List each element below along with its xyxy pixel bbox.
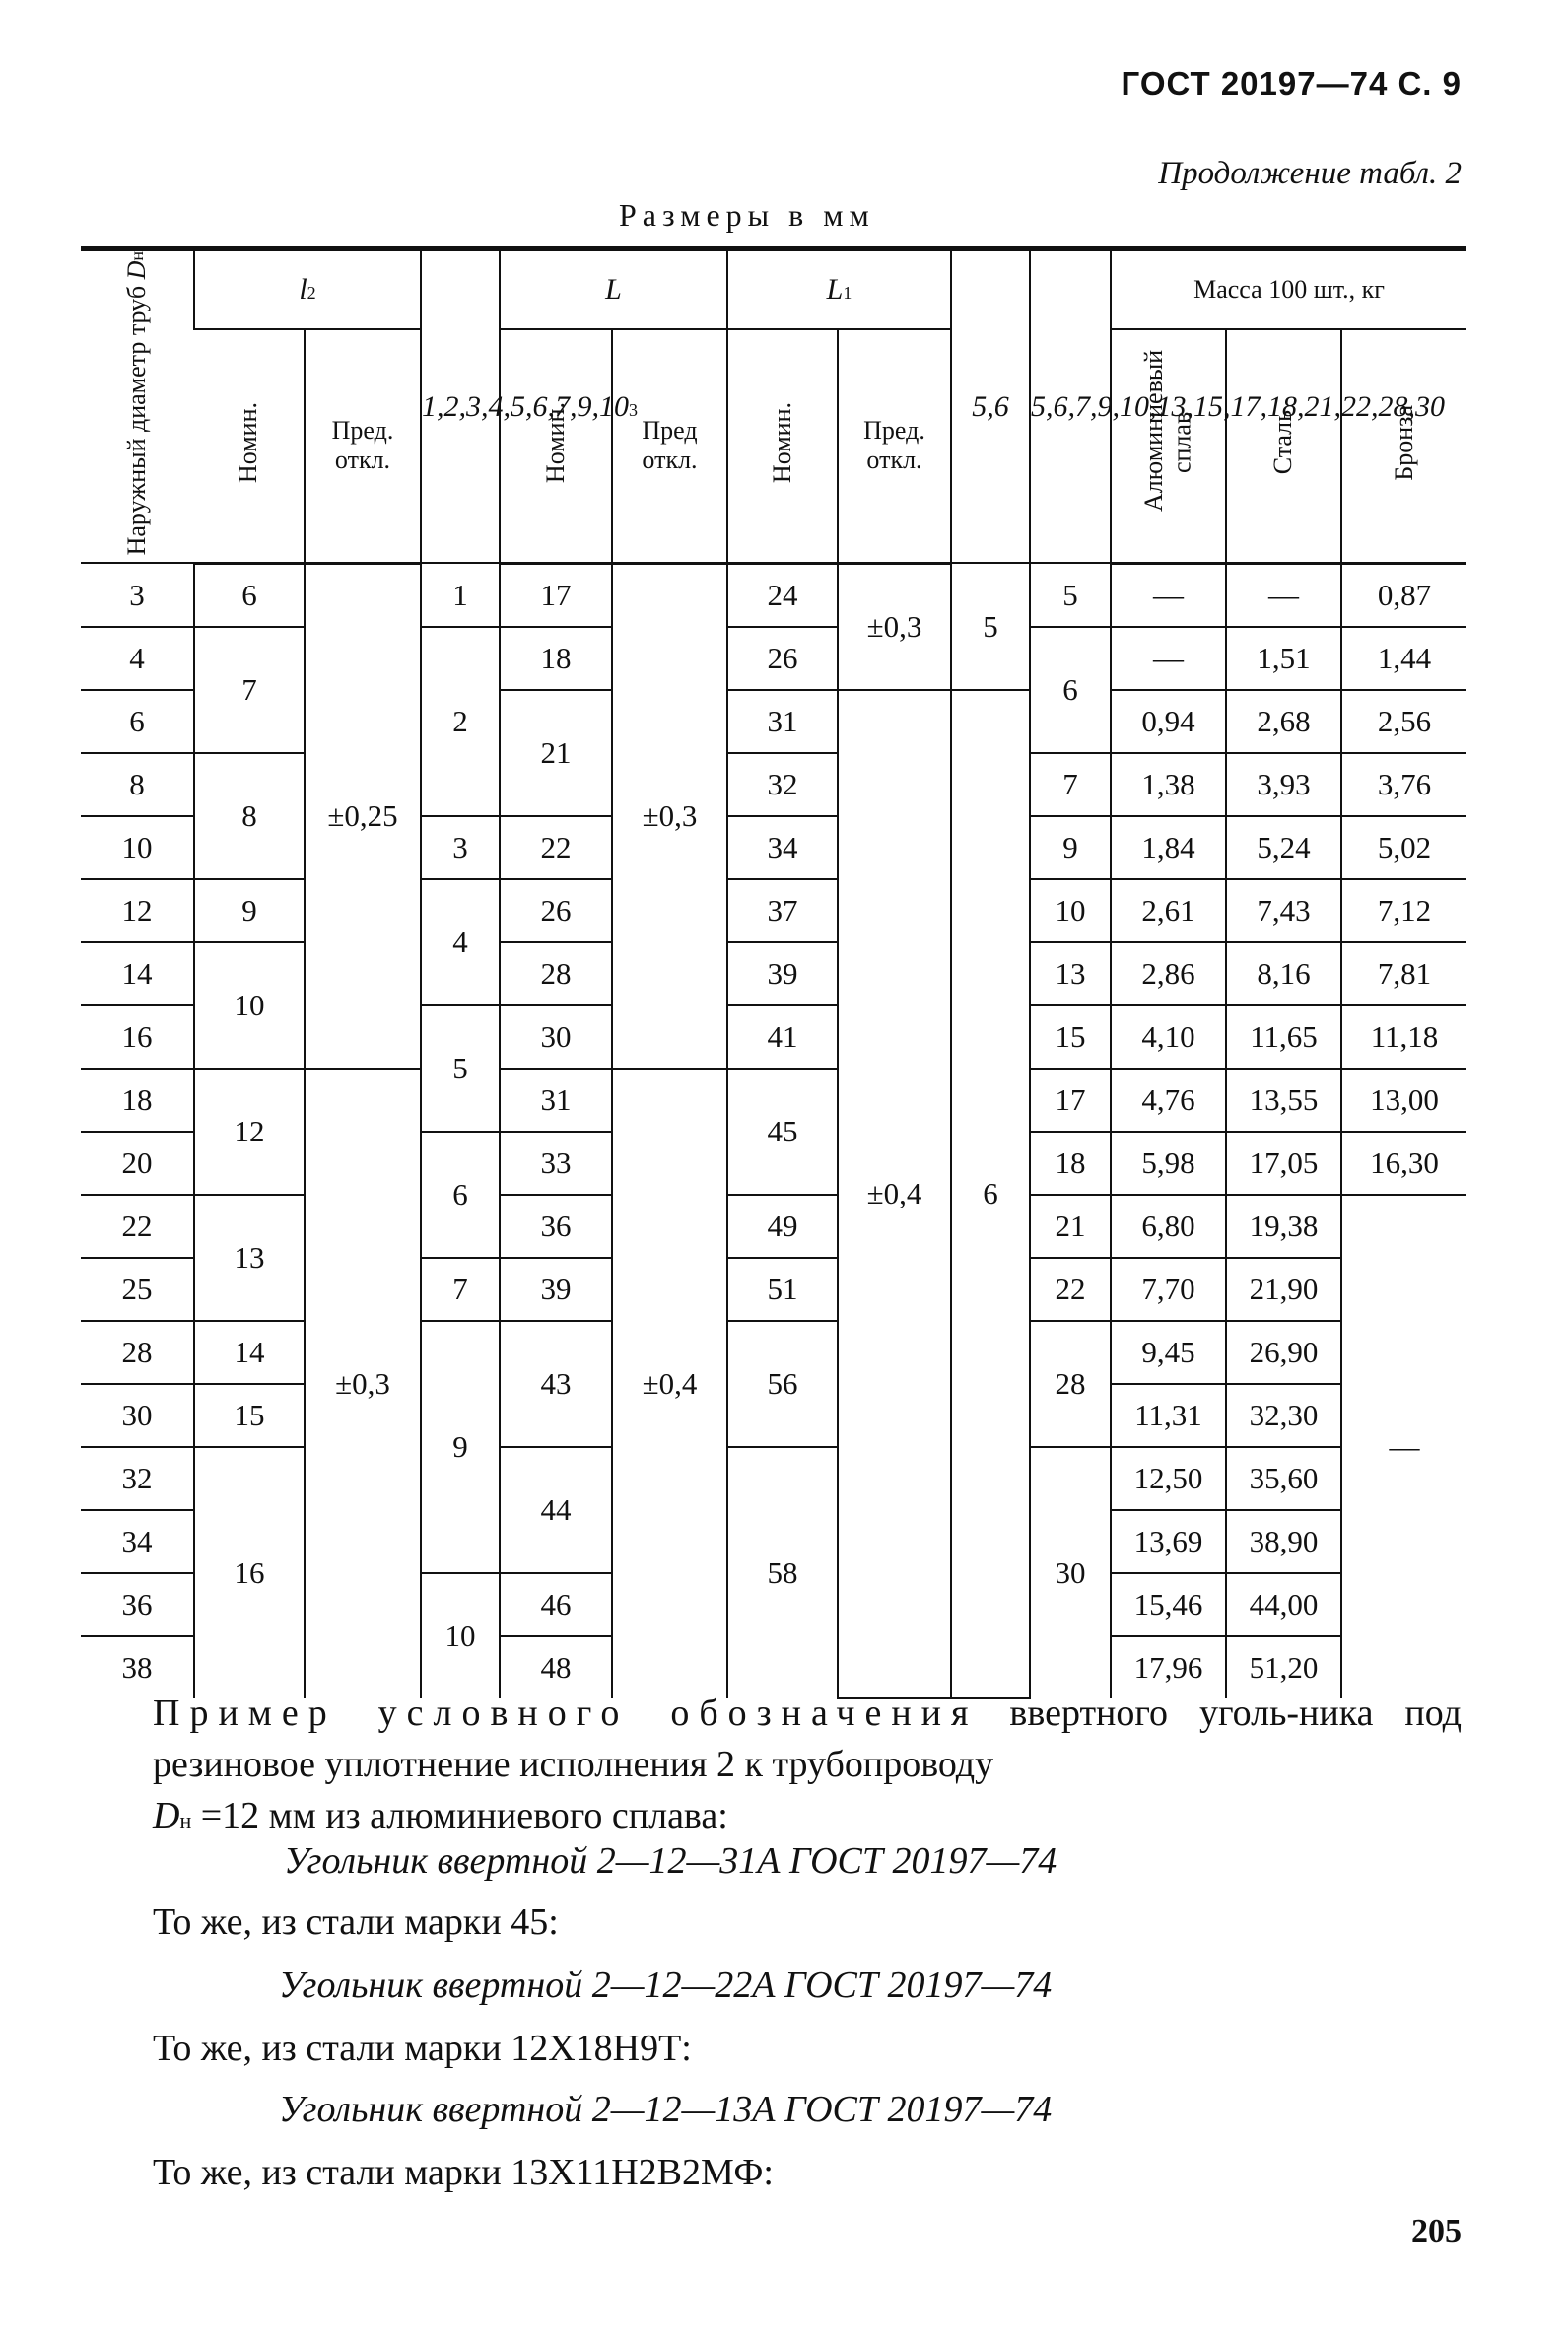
units-caption: Размеры в мм xyxy=(619,197,875,233)
l3-cell: 2 xyxy=(421,627,500,816)
header-L-nomin: Номин. xyxy=(500,329,612,563)
L-nom-cell: 30 xyxy=(500,1005,612,1069)
L-nom-cell: 33 xyxy=(500,1132,612,1195)
header-outer-diameter xyxy=(81,249,194,564)
alum-cell: 4,76 xyxy=(1111,1069,1226,1132)
L-nom-cell: 28 xyxy=(500,942,612,1005)
header-mass-bronze: Бронза xyxy=(1341,329,1466,563)
L-nom-cell: 48 xyxy=(500,1636,612,1698)
header-L-tol: Пред откл. xyxy=(612,329,727,563)
l3-cell: 9 xyxy=(421,1321,500,1573)
dn-cell: 38 xyxy=(121,1649,153,1685)
l2-tol-cell: ±0,3 xyxy=(305,1069,421,1698)
steel-cell: 8,16 xyxy=(1226,942,1341,1005)
steel-cell: 19,38 xyxy=(1226,1195,1341,1258)
L-nom-cell: 36 xyxy=(500,1195,612,1258)
outer-diameter-label: Наружный диаметр труб xyxy=(121,285,151,556)
l2-nom-cell: 8 xyxy=(194,753,305,879)
steel-cell: 5,24 xyxy=(1226,816,1341,879)
alum-cell: 9,45 xyxy=(1111,1321,1226,1384)
dn-cell: 36 xyxy=(81,1573,194,1636)
L-nom-cell: 46 xyxy=(500,1573,612,1636)
L1-nom-cell: 31 xyxy=(727,690,838,753)
l3-cell: 10 xyxy=(421,1573,500,1698)
B-cell: 7 xyxy=(1030,753,1111,816)
l3-cell: 4 xyxy=(421,879,500,1005)
B-cell: 18 xyxy=(1030,1132,1111,1195)
bronze-cell: 5,02 xyxy=(1341,816,1466,879)
example-line3: =12 мм из алюминиевого сплава: xyxy=(191,1795,728,1836)
dn-cell: 28 xyxy=(81,1321,194,1384)
L1-nom-cell: 26 xyxy=(727,627,838,690)
bronze-cell: 2,56 xyxy=(1341,690,1466,753)
L-nom-cell: 21 xyxy=(500,690,612,816)
steel-cell: 21,90 xyxy=(1226,1258,1341,1321)
steel-cell: 3,93 xyxy=(1226,753,1341,816)
l3-cell: 1 xyxy=(421,563,500,627)
same-steel-13x11: То же, из стали марки 13Х11Н2В2МФ: xyxy=(153,2152,774,2193)
alum-cell: 5,98 xyxy=(1111,1132,1226,1195)
steel-cell: 51,20 xyxy=(1226,1636,1341,1698)
l2-tol-cell: ±0,25 xyxy=(305,563,421,1069)
L1-nom-cell: 45 xyxy=(727,1069,838,1195)
alum-cell: — xyxy=(1111,627,1226,690)
B-cell: 6 xyxy=(1030,627,1111,753)
B-cell: 9 xyxy=(1030,816,1111,879)
l3-cell: 7 xyxy=(421,1258,500,1321)
steel-cell: 32,30 xyxy=(1226,1384,1341,1447)
table-continuation-label: Продолжение табл. 2 xyxy=(1158,156,1462,191)
dn-cell: 8 xyxy=(81,753,194,816)
dn-cell: 30 xyxy=(81,1384,194,1447)
L1-nom-cell: 58 xyxy=(727,1447,838,1698)
header-l2-nomin: Номин. xyxy=(194,329,305,563)
dimensions-table xyxy=(81,246,1466,1699)
dn-cell: 4 xyxy=(81,627,194,690)
dn-cell: 25 xyxy=(81,1258,194,1321)
steel-cell: — xyxy=(1226,563,1341,627)
B-cell: 15 xyxy=(1030,1005,1111,1069)
steel-cell: 17,05 xyxy=(1226,1132,1341,1195)
header-L1: L1 xyxy=(727,249,951,330)
alum-cell: 7,70 xyxy=(1111,1258,1226,1321)
steel-cell: 13,55 xyxy=(1226,1069,1341,1132)
l3-cell: 5 xyxy=(421,1005,500,1132)
l2-nom-cell: 16 xyxy=(194,1447,305,1698)
designation-example-1: Угольник ввертной 2—12—31А ГОСТ 20197—74 xyxy=(284,1840,1057,1882)
bronze-cell: 1,44 xyxy=(1341,627,1466,690)
L1-nom-cell: 32 xyxy=(727,753,838,816)
L-nom-cell: 39 xyxy=(500,1258,612,1321)
header-l2: l2 xyxy=(194,249,421,330)
page-header: ГОСТ 20197—74 С. 9 xyxy=(1121,65,1462,102)
steel-cell: 11,65 xyxy=(1226,1005,1341,1069)
dn-cell: 34 xyxy=(81,1510,194,1573)
b-cell: 5 xyxy=(951,563,1030,690)
l2-nom-cell: 12 xyxy=(194,1069,305,1195)
steel-cell: 7,43 xyxy=(1226,879,1341,942)
steel-cell: 26,90 xyxy=(1226,1321,1341,1384)
L-nom-cell: 31 xyxy=(500,1069,612,1132)
L1-nom-cell: 39 xyxy=(727,942,838,1005)
L1-nom-cell: 49 xyxy=(727,1195,838,1258)
L-nom-cell: 17 xyxy=(500,563,612,627)
alum-cell: — xyxy=(1111,563,1226,627)
B-cell: 22 xyxy=(1030,1258,1111,1321)
header-L: L xyxy=(500,249,727,330)
B-cell: 28 xyxy=(1030,1321,1111,1447)
same-steel-12x18: То же, из стали марки 12Х18Н9Т: xyxy=(153,2028,692,2069)
bronze-cell: 13,00 xyxy=(1341,1069,1466,1132)
alum-cell: 4,10 xyxy=(1111,1005,1226,1069)
dn-cell: 12 xyxy=(81,879,194,942)
dn-cell: 14 xyxy=(81,942,194,1005)
l3-cell: 3 xyxy=(421,816,500,879)
l2-nom-cell: 7 xyxy=(194,627,305,753)
alum-cell: 13,69 xyxy=(1111,1510,1226,1573)
alum-cell: 2,86 xyxy=(1111,942,1226,1005)
B-cell: 21 xyxy=(1030,1195,1111,1258)
alum-cell: 0,94 xyxy=(1111,690,1226,753)
L1-nom-cell: 51 xyxy=(727,1258,838,1321)
header-l3: 1,2,3,4,5,6,7,9,103 xyxy=(421,249,500,564)
L1-nom-cell: 37 xyxy=(727,879,838,942)
L-nom-cell: 43 xyxy=(500,1321,612,1447)
l2-nom-cell: 15 xyxy=(194,1384,305,1447)
header-L1-tol: Пред. откл. xyxy=(838,329,951,563)
l3-cell: 6 xyxy=(421,1132,500,1258)
B-cell: 5 xyxy=(1030,563,1111,627)
dn-cell: 22 xyxy=(81,1195,194,1258)
dn-symbol: D xyxy=(121,260,151,280)
dn-cell: 16 xyxy=(81,1005,194,1069)
B-cell: 17 xyxy=(1030,1069,1111,1132)
alum-cell: 1,84 xyxy=(1111,816,1226,879)
l2-nom-cell: 6 xyxy=(194,563,305,627)
L-nom-cell: 18 xyxy=(500,627,612,690)
l2-nom-cell: 9 xyxy=(194,879,305,942)
l2-nom-cell: 14 xyxy=(194,1321,305,1384)
b-cell: 6 xyxy=(951,690,1030,1698)
header-B: 5,6,7,9,10,13,15,17,18,21,22,28,30 xyxy=(1030,249,1111,564)
L1-tol-cell: ±0,4 xyxy=(838,690,951,1698)
alum-cell: 11,31 xyxy=(1111,1384,1226,1447)
same-steel-45: То же, из стали марки 45: xyxy=(153,1901,559,1943)
header-mass-alum: Алюминиевый сплав xyxy=(1111,329,1226,563)
dn-subscript-text: н xyxy=(179,1808,192,1832)
L1-tol-cell: ±0,3 xyxy=(838,563,951,690)
B-cell: 13 xyxy=(1030,942,1111,1005)
L-tol-cell: ±0,4 xyxy=(612,1069,727,1698)
bronze-cell: 7,81 xyxy=(1341,942,1466,1005)
alum-cell: 6,80 xyxy=(1111,1195,1226,1258)
L1-nom-cell: 24 xyxy=(727,563,838,627)
alum-cell: 15,46 xyxy=(1111,1573,1226,1636)
page-number: 205 xyxy=(1411,2213,1462,2249)
dn-cell: 3 xyxy=(81,563,194,627)
example-heading: Пример условного обозначения xyxy=(153,1692,979,1734)
dn-subscript: н xyxy=(126,251,147,261)
L1-nom-cell: 41 xyxy=(727,1005,838,1069)
alum-cell: 12,50 xyxy=(1111,1447,1226,1510)
dn-cell: 20 xyxy=(81,1132,194,1195)
dn-cell: 6 xyxy=(81,690,194,753)
bronze-cell: — xyxy=(1341,1195,1466,1698)
alum-cell: 2,61 xyxy=(1111,879,1226,942)
bronze-cell: 11,18 xyxy=(1341,1005,1466,1069)
designation-example-3: Угольник ввертной 2—12—13А ГОСТ 20197—74 xyxy=(279,2089,1053,2130)
bronze-cell: 0,87 xyxy=(1341,563,1466,627)
dn-cell: 10 xyxy=(81,816,194,879)
l2-nom-cell: 10 xyxy=(194,942,305,1069)
L-nom-cell: 26 xyxy=(500,879,612,942)
example-text: ввертного уголь-ника под резиновое уплотнение исполнения 2 к трубопроводу xyxy=(153,1692,1463,1785)
L-nom-cell: 22 xyxy=(500,816,612,879)
header-mass: Масса 100 шт., кг xyxy=(1111,249,1466,330)
dn-cell: 18 xyxy=(81,1069,194,1132)
bronze-cell: 16,30 xyxy=(1341,1132,1466,1195)
header-mass-steel: Сталь xyxy=(1226,329,1341,563)
example-paragraph xyxy=(153,1688,1462,1846)
B-cell: 30 xyxy=(1030,1447,1111,1698)
steel-cell: 44,00 xyxy=(1226,1573,1341,1636)
header-b: 5,6 xyxy=(951,249,1030,564)
dn-symbol-text: D xyxy=(153,1795,180,1836)
L1-nom-cell: 34 xyxy=(727,816,838,879)
designation-example-2: Угольник ввертной 2—12—22А ГОСТ 20197—74 xyxy=(279,1965,1053,2006)
header-l2-tol: Пред. откл. xyxy=(305,329,421,563)
L1-nom-cell: 56 xyxy=(727,1321,838,1447)
dn-cell: 32 xyxy=(81,1447,194,1510)
bronze-cell: 3,76 xyxy=(1341,753,1466,816)
L-tol-cell: ±0,3 xyxy=(612,563,727,1069)
B-cell: 10 xyxy=(1030,879,1111,942)
header-L1-nomin: Номин. xyxy=(727,329,838,563)
steel-cell: 2,68 xyxy=(1226,690,1341,753)
alum-cell: 1,38 xyxy=(1111,753,1226,816)
alum-cell: 17,96 xyxy=(1111,1636,1226,1698)
steel-cell: 1,51 xyxy=(1226,627,1341,690)
L-nom-cell: 44 xyxy=(500,1447,612,1573)
l2-nom-cell: 13 xyxy=(194,1195,305,1321)
steel-cell: 38,90 xyxy=(1226,1510,1341,1573)
bronze-cell: 7,12 xyxy=(1341,879,1466,942)
steel-cell: 35,60 xyxy=(1226,1447,1341,1510)
